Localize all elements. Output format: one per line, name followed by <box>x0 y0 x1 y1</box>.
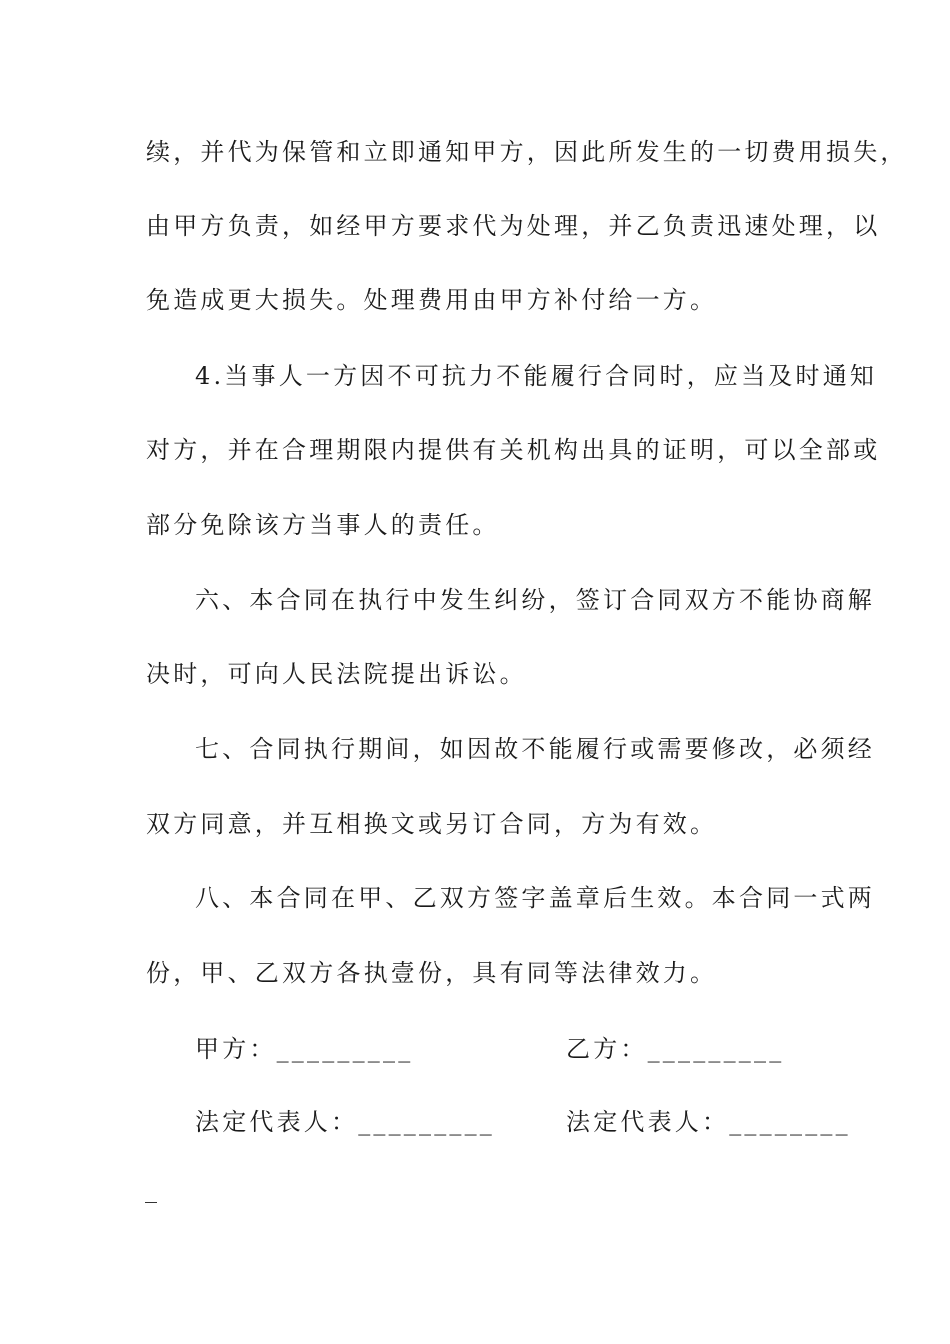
party-a-legal-rep: 法定代表人：_________ <box>195 1108 495 1136</box>
paragraph-line: 份，甲、乙双方各执壹份，具有同等法律效力。 <box>146 959 718 987</box>
paragraph-line: 对方，并在合理期限内提供有关机构出具的证明，可以全部或 <box>146 436 881 464</box>
party-a-signature: 甲方：_________ <box>195 1035 414 1063</box>
clause-8-line: 八、本合同在甲、乙双方签字盖章后生效。本合同一式两 <box>195 884 875 912</box>
clause-7-line: 七、合同执行期间，如因故不能履行或需要修改，必须经 <box>195 735 875 763</box>
paragraph-line: 由甲方负责，如经甲方要求代为处理，并乙负责迅速处理，以 <box>146 212 881 240</box>
paragraph-line: 免造成更大损失。处理费用由甲方补付给一方。 <box>146 286 718 314</box>
footer-dash <box>145 1202 157 1203</box>
party-b-legal-rep: 法定代表人：________ <box>566 1108 851 1136</box>
paragraph-line: 部分免除该方当事人的责任。 <box>146 511 500 539</box>
paragraph-line: 双方同意，并互相换文或另订合同，方为有效。 <box>146 810 718 838</box>
clause-4-line: 4.当事人一方因不可抗力不能履行合同时，应当及时通知 <box>195 362 878 390</box>
party-b-signature: 乙方：_________ <box>566 1035 785 1063</box>
paragraph-line: 续，并代为保管和立即通知甲方，因此所发生的一切费用损失， <box>146 138 908 166</box>
paragraph-line: 决时，可向人民法院提出诉讼。 <box>146 660 527 688</box>
clause-6-line: 六、本合同在执行中发生纠纷，签订合同双方不能协商解 <box>195 586 875 614</box>
